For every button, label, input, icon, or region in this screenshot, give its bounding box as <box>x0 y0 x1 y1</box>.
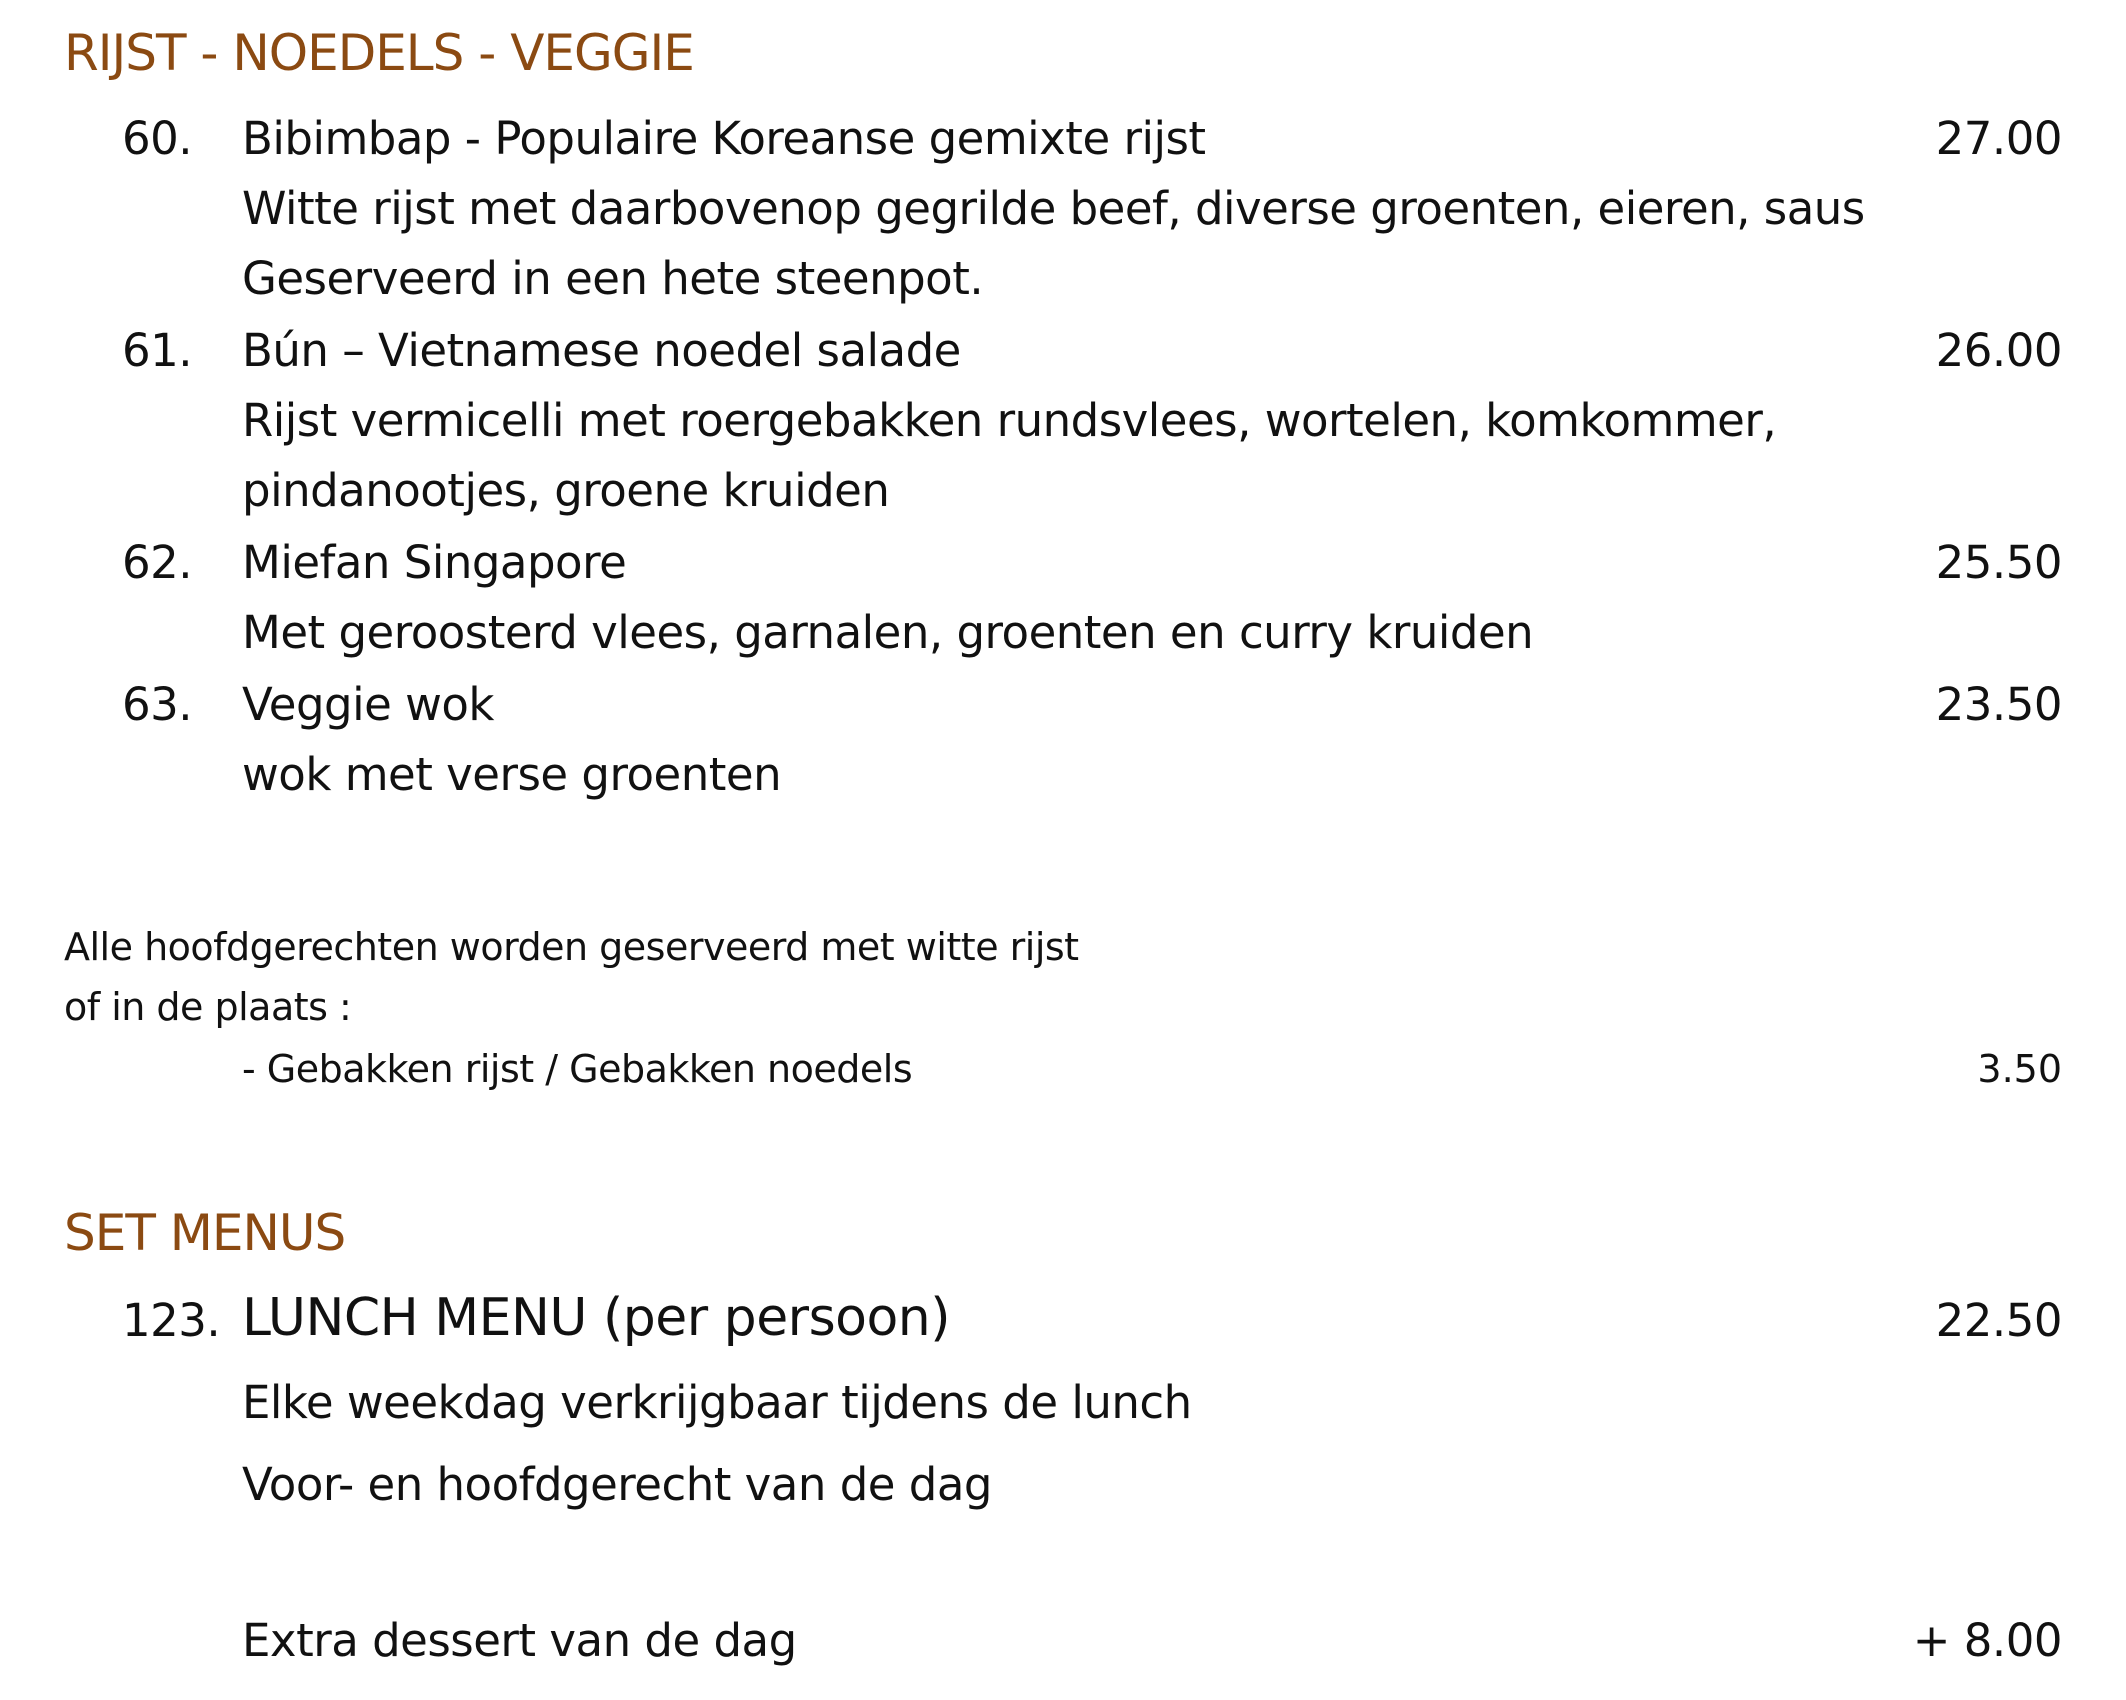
item-name: Bún – Vietnamese noedel salade <box>242 324 961 377</box>
item-description-line: Voor- en hoofdgerecht van de dag <box>242 1458 992 1511</box>
item-name: LUNCH MENU (per persoon) <box>242 1288 951 1348</box>
item-price: 22.50 <box>1935 1294 2062 1347</box>
item-description-line: Elke weekdag verkrijgbaar tijdens de lunch <box>242 1376 1192 1429</box>
section-title-set-menus: SET MENUS <box>64 1204 346 1262</box>
extra-price: + 8.00 <box>1912 1614 2062 1667</box>
item-number: 60. <box>122 112 193 165</box>
note-option-price: 3.50 <box>1977 1047 2062 1091</box>
item-description-line: Witte rijst met daarbovenop gegrilde beef, diverse groenten, eieren, saus <box>242 182 1865 235</box>
item-description-line: wok met verse groenten <box>242 748 782 801</box>
item-price: 23.50 <box>1935 678 2062 731</box>
item-name: Bibimbap - Populaire Koreanse gemixte rijst <box>242 112 1206 165</box>
section-title-rijst: RIJST - NOEDELS - VEGGIE <box>64 24 694 82</box>
note-option: - Gebakken rijst / Gebakken noedels <box>242 1047 913 1091</box>
note-line: of in de plaats : <box>64 985 352 1029</box>
item-name: Miefan Singapore <box>242 536 627 589</box>
item-price: 26.00 <box>1935 324 2062 377</box>
note-line: Alle hoofdgerechten worden geserveerd met witte rijst <box>64 925 1079 969</box>
item-number: 61. <box>122 324 193 377</box>
item-description-line: Geserveerd in een hete steenpot. <box>242 252 984 305</box>
item-description-line: pindanootjes, groene kruiden <box>242 464 890 517</box>
item-name: Veggie wok <box>242 678 494 731</box>
item-price: 25.50 <box>1935 536 2062 589</box>
item-number: 123. <box>122 1294 221 1347</box>
item-description-line: Met geroosterd vlees, garnalen, groenten en curry kruiden <box>242 606 1534 659</box>
item-number: 63. <box>122 678 193 731</box>
item-number: 62. <box>122 536 193 589</box>
item-description-line: Rijst vermicelli met roergebakken rundsvlees, wortelen, komkommer, <box>242 394 1777 447</box>
item-price: 27.00 <box>1935 112 2062 165</box>
extra-label: Extra dessert van de dag <box>242 1614 797 1667</box>
